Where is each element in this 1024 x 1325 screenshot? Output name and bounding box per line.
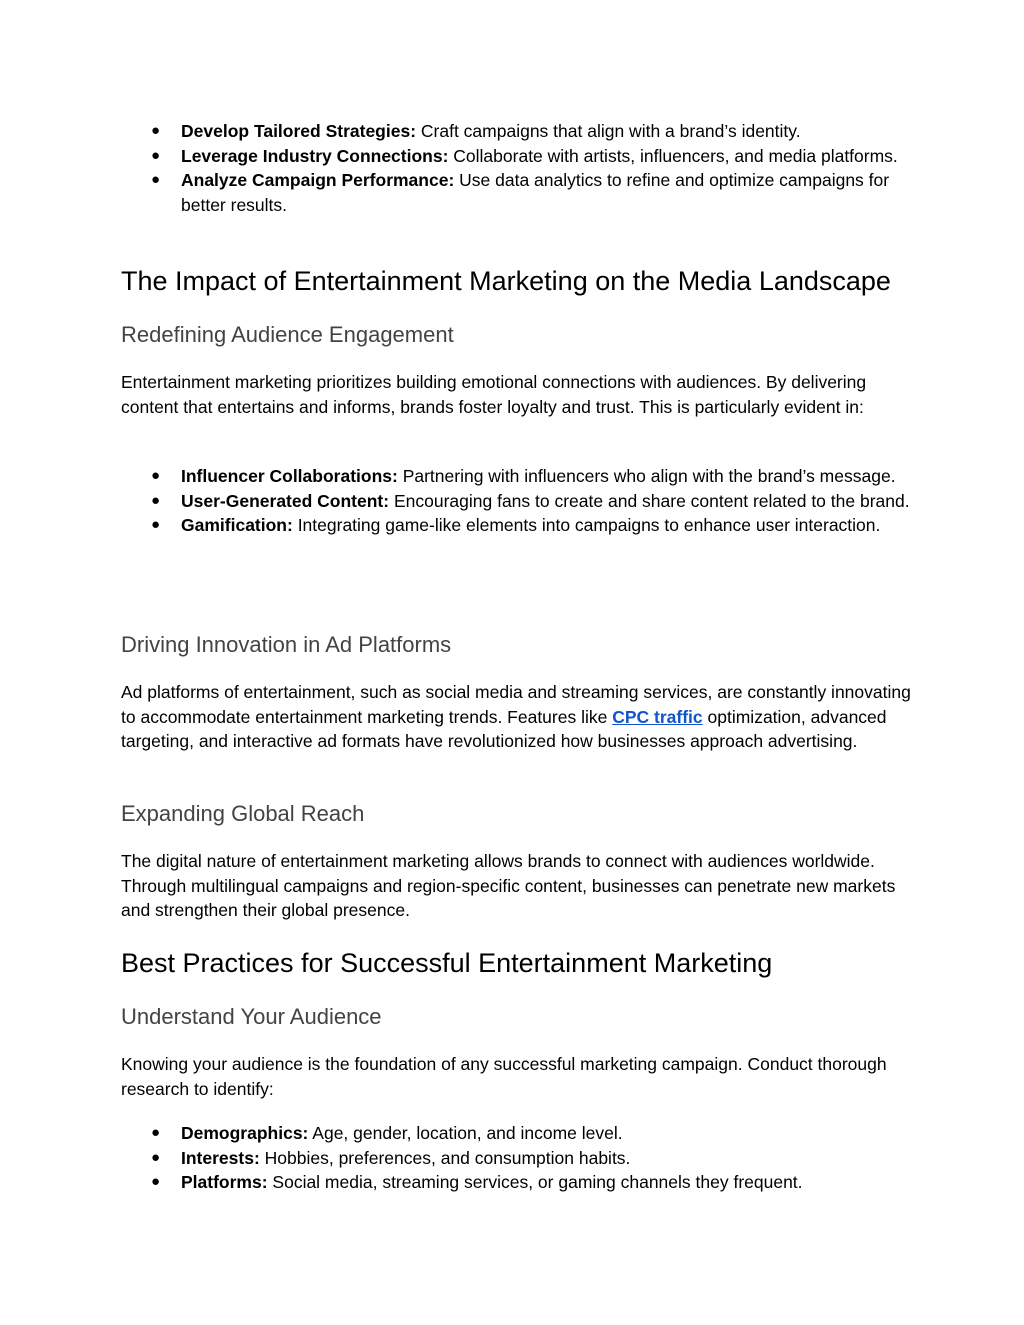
paragraph-audience: Knowing your audience is the foundation of any successful marketing campaign. Conduct thorough research to identify: <box>121 1054 887 1099</box>
paragraph-innovation-text-after: optimization, advanced targeting, and interactive ad formats have revolutionized how businesses approach advertising. <box>121 706 887 751</box>
subheading-engagement: Redefining Audience Engagement <box>121 322 454 347</box>
list-item <box>121 1170 911 1195</box>
list-item-term: User-Generated Content: <box>181 490 390 511</box>
list-item-term: Gamification: <box>181 515 293 535</box>
bullet-icon: ● <box>151 171 161 188</box>
list-item-text: Integrating game-like elements into campaigns to enhance user interaction. <box>292 515 881 535</box>
bullet-icon: ● <box>151 491 161 509</box>
bullet-icon: ● <box>151 1124 161 1141</box>
list-item <box>121 513 911 538</box>
list-item <box>121 119 911 144</box>
list-item-text: Encouraging fans to create and share content related to the brand. <box>389 490 910 511</box>
bullet-icon: ● <box>151 122 161 139</box>
paragraph-global-reach: The digital nature of entertainment marketing allows brands to connect with audiences worldwide. Through multilingual campaigns and region-specific content, businesses can penetrate new markets and strengthen their global presence. <box>121 851 896 920</box>
subheading-audience: Understand Your Audience <box>121 1004 382 1029</box>
list-item <box>121 464 911 489</box>
list-item-text: Use data analytics to refine and optimize campaigns for better results. <box>181 170 890 215</box>
bullet-icon: ● <box>151 1148 161 1166</box>
bullet-icon: ● <box>151 516 161 533</box>
list-item-text: Hobbies, preferences, and consumption habits. <box>259 1147 631 1168</box>
list-item <box>121 1146 911 1171</box>
section-heading-best-practices: Best Practices for Successful Entertainment Marketing <box>121 948 773 978</box>
paragraph-engagement: Entertainment marketing prioritizes building emotional connections with audiences. By delivering content that entertains and informs, brands foster loyalty and trust. This is particularly evident in: <box>121 372 867 417</box>
list-item <box>121 489 911 514</box>
bullet-icon: ● <box>151 467 161 484</box>
cpc-traffic-link[interactable]: CPC traffic <box>612 706 703 727</box>
strategy-list <box>121 119 911 217</box>
list-item-term: Influencer Collaborations: <box>181 466 398 486</box>
list-item-text: Age, gender, location, and income level. <box>308 1123 623 1143</box>
list-item <box>121 144 911 169</box>
list-item-term: Analyze Campaign Performance: <box>181 170 455 190</box>
subheading-global-reach: Expanding Global Reach <box>121 801 365 826</box>
list-item-term: Demographics: <box>181 1123 309 1143</box>
paragraph-innovation <box>121 680 911 754</box>
section-heading-impact: The Impact of Entertainment Marketing on the Media Landscape <box>121 266 891 296</box>
list-item-term: Platforms: <box>181 1172 268 1192</box>
list-item-text: Social media, streaming services, or gaming channels they frequent. <box>267 1172 803 1192</box>
list-item-text: Partnering with influencers who align with the brand’s message. <box>397 466 896 486</box>
list-item <box>121 168 911 217</box>
list-item-term: Interests: <box>181 1147 260 1168</box>
bullet-icon: ● <box>151 146 161 164</box>
list-item-text: Craft campaigns that align with a brand’s identity. <box>416 121 801 141</box>
engagement-list <box>121 464 911 538</box>
list-item-term: Leverage Industry Connections: <box>181 145 449 166</box>
paragraph-innovation-text-before: Ad platforms of entertainment, such as social media and streaming services, are constantly innovating to accommodate entertainment marketing trends. Features like <box>121 682 911 727</box>
list-item-text: Collaborate with artists, influencers, and media platforms. <box>448 145 898 166</box>
list-item-term: Develop Tailored Strategies: <box>181 121 417 141</box>
list-item <box>121 1121 911 1146</box>
bullet-icon: ● <box>151 1173 161 1190</box>
subheading-innovation: Driving Innovation in Ad Platforms <box>121 632 452 657</box>
audience-list <box>121 1121 911 1195</box>
